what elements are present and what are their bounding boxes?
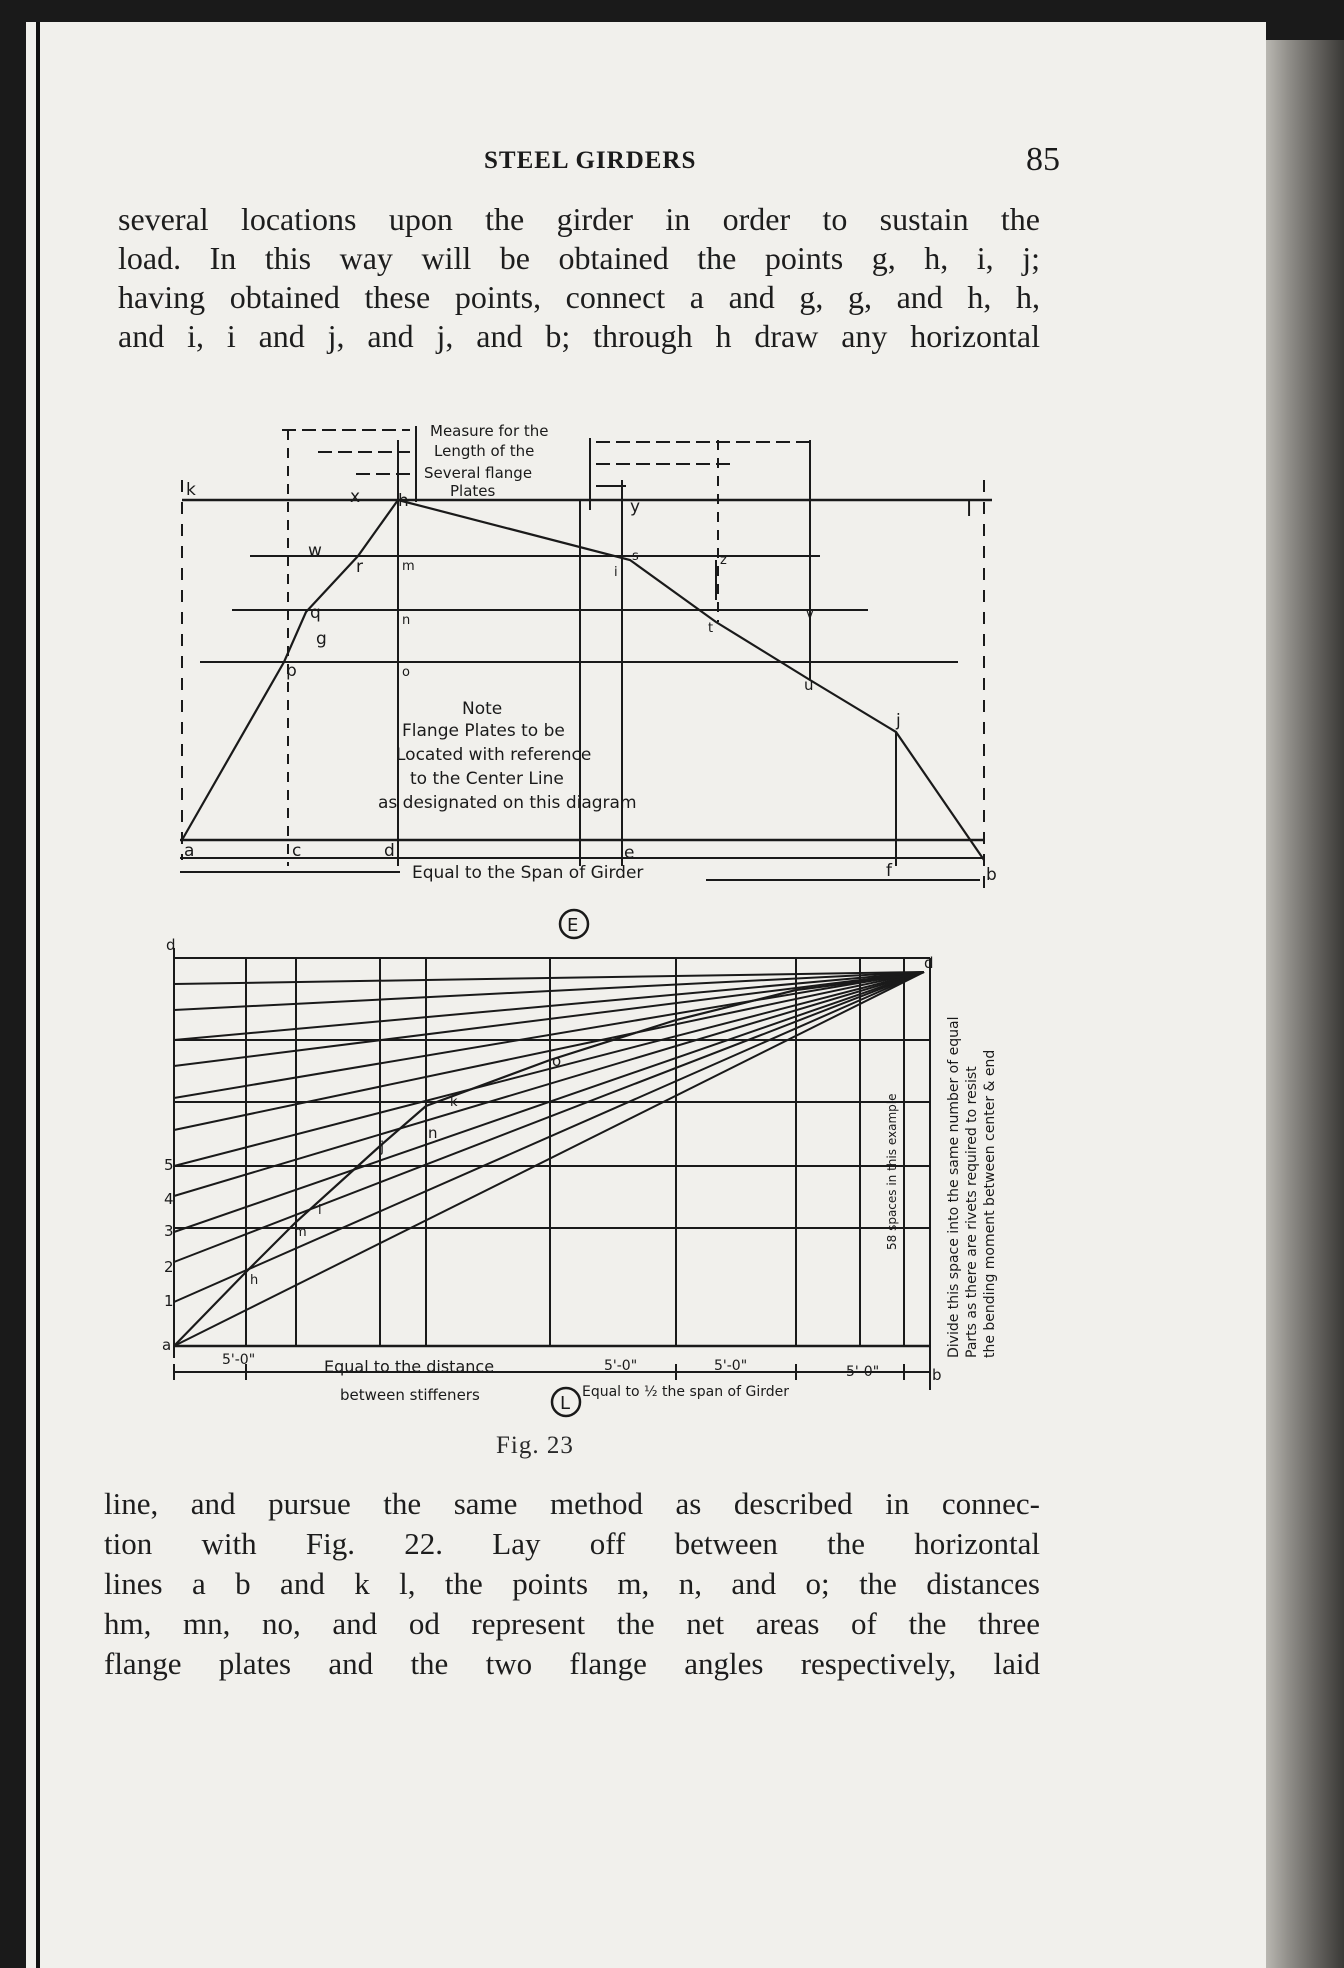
label-m: m: [402, 559, 415, 574]
side-note-line: Parts as there are rivets required to resist: [964, 1066, 980, 1358]
label-w: w: [308, 541, 322, 561]
circle-label-l: L: [560, 1393, 571, 1414]
rivet-diagram: [174, 948, 930, 1390]
label-y: y: [630, 497, 641, 517]
dim-label: 5'-0": [222, 1352, 256, 1368]
text-line: lines a b and k l, the points m, n, and o; the distances: [104, 1566, 1040, 1601]
label-s: s: [632, 549, 639, 564]
note-line: Flange Plates to be: [402, 721, 565, 741]
side-note-line: Divide this space into the same number of equal: [946, 1016, 962, 1358]
label-i-lower: i: [318, 1203, 322, 1218]
label-a: a: [184, 841, 195, 861]
page-number: 85: [1026, 141, 1060, 178]
label-d-right: d: [924, 954, 934, 972]
text-line: and i, i and j, and j, and b; through h draw any horizontal: [118, 318, 1040, 354]
label-p: p: [286, 661, 297, 681]
label-h-lower: h: [250, 1273, 259, 1288]
label-d: d: [384, 841, 395, 861]
text-line: flange plates and the two flange angles respectively, laid: [104, 1646, 1040, 1681]
half-span-label: Equal to ½ the span of Girder: [582, 1384, 790, 1400]
label-h: h: [398, 491, 409, 511]
scale-number: 2: [164, 1258, 174, 1276]
text-line: several locations upon the girder in order to sustain the: [118, 201, 1040, 237]
dim-label: 5'-0": [714, 1358, 748, 1374]
moment-diagram: [180, 426, 992, 890]
dim-label: 5'-0": [846, 1364, 880, 1380]
label-q: q: [310, 603, 321, 623]
text-line: hm, mn, no, and od represent the net areas of the three: [104, 1606, 1040, 1641]
side-note-line: the bending moment between center & end: [982, 1049, 998, 1358]
label-m-lower: m: [294, 1225, 307, 1240]
vertical-scale-label: 58 spaces in this example: [885, 1093, 899, 1250]
label-x: x: [350, 487, 361, 507]
note-line: Note: [462, 699, 503, 719]
text-line: tion with Fig. 22. Lay off between the horizontal: [104, 1526, 1040, 1561]
brace-note-line: Measure for the: [430, 422, 549, 440]
label-d-left: d: [166, 936, 176, 954]
label-a-lower: a: [162, 1336, 172, 1354]
label-b: b: [986, 865, 997, 885]
dim-label: 5'-0": [604, 1358, 638, 1374]
label-v: v: [806, 607, 814, 622]
stiffener-label: Equal to the distance: [324, 1357, 495, 1376]
label-o-lower: o: [552, 1052, 562, 1070]
label-n-lower: n: [428, 1124, 438, 1142]
label-k: k: [186, 480, 196, 500]
note-line: to the Center Line: [410, 769, 564, 789]
note-line: Located with reference: [396, 745, 592, 765]
scale-number: 3: [164, 1222, 174, 1240]
scale-number: 5: [164, 1156, 174, 1174]
label-l: l: [966, 497, 973, 522]
stiffener-label: between stiffeners: [340, 1386, 480, 1404]
label-j-lower: j: [380, 1138, 385, 1156]
label-u: u: [804, 676, 814, 694]
paragraph-bottom: [104, 1484, 1040, 1684]
label-t: t: [708, 621, 714, 636]
label-z: z: [720, 553, 727, 568]
label-f: f: [886, 861, 892, 881]
label-c: c: [292, 841, 302, 861]
label-g: g: [316, 629, 327, 649]
label-r: r: [356, 557, 363, 577]
scale-number: 1: [164, 1292, 174, 1310]
span-label: Equal to the Span of Girder: [412, 863, 644, 883]
scale-number: 4: [164, 1190, 174, 1208]
text-line: having obtained these points, connect a and g, g, and h, h,: [118, 279, 1040, 315]
note-line: as designated on this diagram: [378, 793, 637, 813]
label-e: e: [624, 843, 635, 863]
text-line: load. In this way will be obtained the points g, h, i, j;: [118, 240, 1040, 276]
circle-label-e: E: [567, 915, 579, 936]
brace-note-line: Length of the: [434, 442, 535, 460]
label-n: n: [402, 613, 411, 628]
figure-caption: Fig. 23: [496, 1432, 574, 1459]
label-i: i: [614, 565, 618, 580]
brace-note-line: Several flange: [424, 464, 533, 482]
label-j: j: [896, 711, 901, 731]
text-line: line, and pursue the same method as described in connec-: [104, 1486, 1040, 1521]
label-o: o: [402, 665, 410, 680]
label-k-lower: k: [450, 1095, 458, 1110]
running-title: STEEL GIRDERS: [484, 147, 697, 174]
brace-note-line: Plates: [450, 482, 496, 500]
label-b-lower: b: [932, 1366, 942, 1384]
